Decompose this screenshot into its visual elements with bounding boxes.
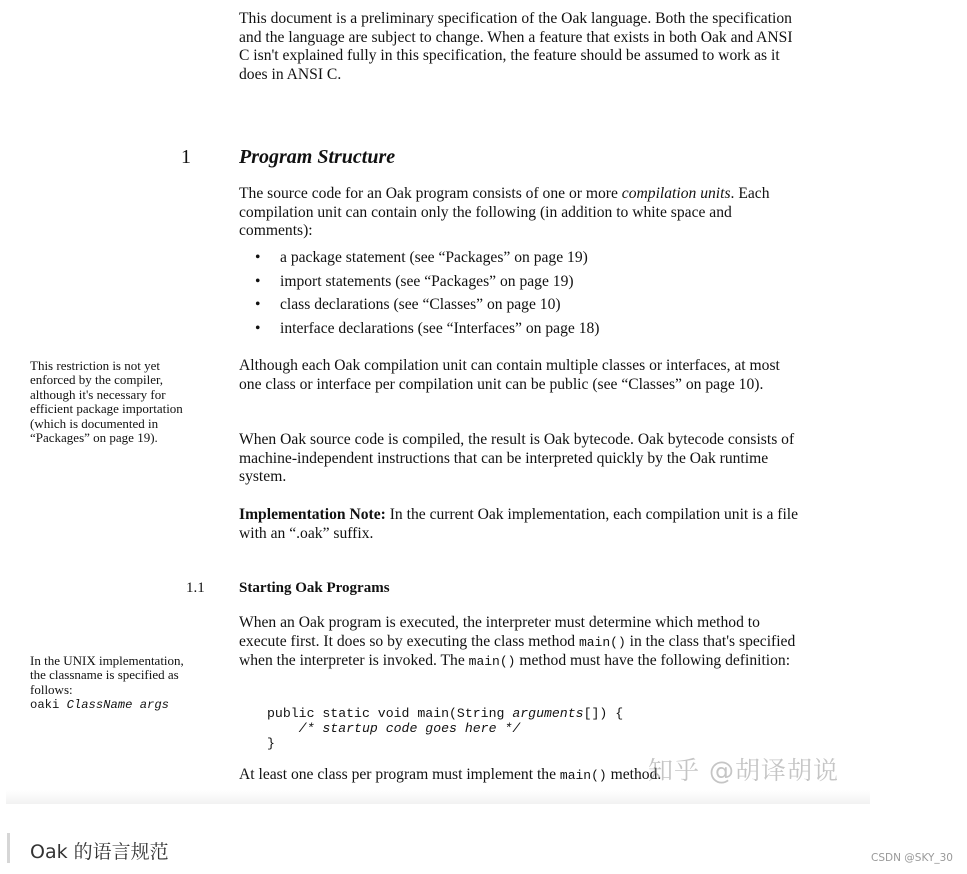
section-paragraph-3: When Oak source code is compiled, the result is Oak bytecode. Oak bytecode consists of machine-independent instructions that can be interpreted quickly by the Oak runtime system. — [239, 431, 795, 486]
section-title: Program Structure — [239, 146, 396, 168]
section-paragraph-2: Although each Oak compilation unit can contain multiple classes or interfaces, at most one class or interface per compilation unit can be public (see “Classes” on page 10). — [239, 357, 780, 393]
list-item: • a package statement (see “Packages” on page 19) — [239, 249, 801, 273]
subsection-paragraph-2: At least one class per program must implement the main() method. — [239, 766, 662, 783]
intro-paragraph: This document is a preliminary specification of the Oak language. Both the specification and the language are subject to change. When a feature that exists in both Oak and ANSI C isn't explained fully in this specification, the feature should be assumed to work as it does in ANSI C. — [239, 10, 793, 83]
zhihu-watermark: 知乎 @胡译胡说 — [648, 756, 839, 785]
list-item: • class declarations (see “Classes” on page 10) — [239, 296, 801, 320]
margin-note-restriction: This restriction is not yet enforced by the compiler, although it's necessary for efficient package importation (which is documented in “Packages” on page 19). — [30, 358, 183, 446]
csdn-credit: CSDN @SKY_30 — [871, 852, 953, 864]
list-item: • import statements (see “Packages” on page 19) — [239, 273, 801, 297]
compilation-units-term: compilation units — [621, 185, 731, 202]
note-label: Implementation Note: — [239, 506, 386, 523]
code-block: public static void main(String arguments[]) { /* startup code goes here */ } — [267, 706, 624, 751]
caption-quote-bar — [7, 833, 10, 863]
image-caption: Oak 的语言规范 — [30, 841, 169, 863]
page-bottom-edge — [6, 790, 870, 804]
implementation-note: Implementation Note: In the current Oak implementation, each compilation unit is a file with an “.oak” suffix. — [239, 506, 799, 542]
section-number: 1 — [181, 146, 191, 168]
subsection-number: 1.1 — [186, 580, 205, 596]
margin-note-unix: In the UNIX implementation, the classname is specified as follows: oaki ClassName args — [30, 653, 184, 713]
list-item: • interface declarations (see “Interfaces” on page 18) — [239, 320, 801, 344]
subsection-title: Starting Oak Programs — [239, 580, 390, 596]
section-paragraph-1: The source code for an Oak program consists of one or more compilation units. Each compilation unit can contain only the following (in addition to white space and comments): — [239, 185, 770, 240]
subsection-paragraph-1: When an Oak program is executed, the interpreter must determine which method to execute first. It does so by executing the class method main() in the class that's specified when the interpreter is invoked. The main() method must have the following definition: — [239, 614, 796, 670]
bullet-list — [239, 249, 801, 343]
